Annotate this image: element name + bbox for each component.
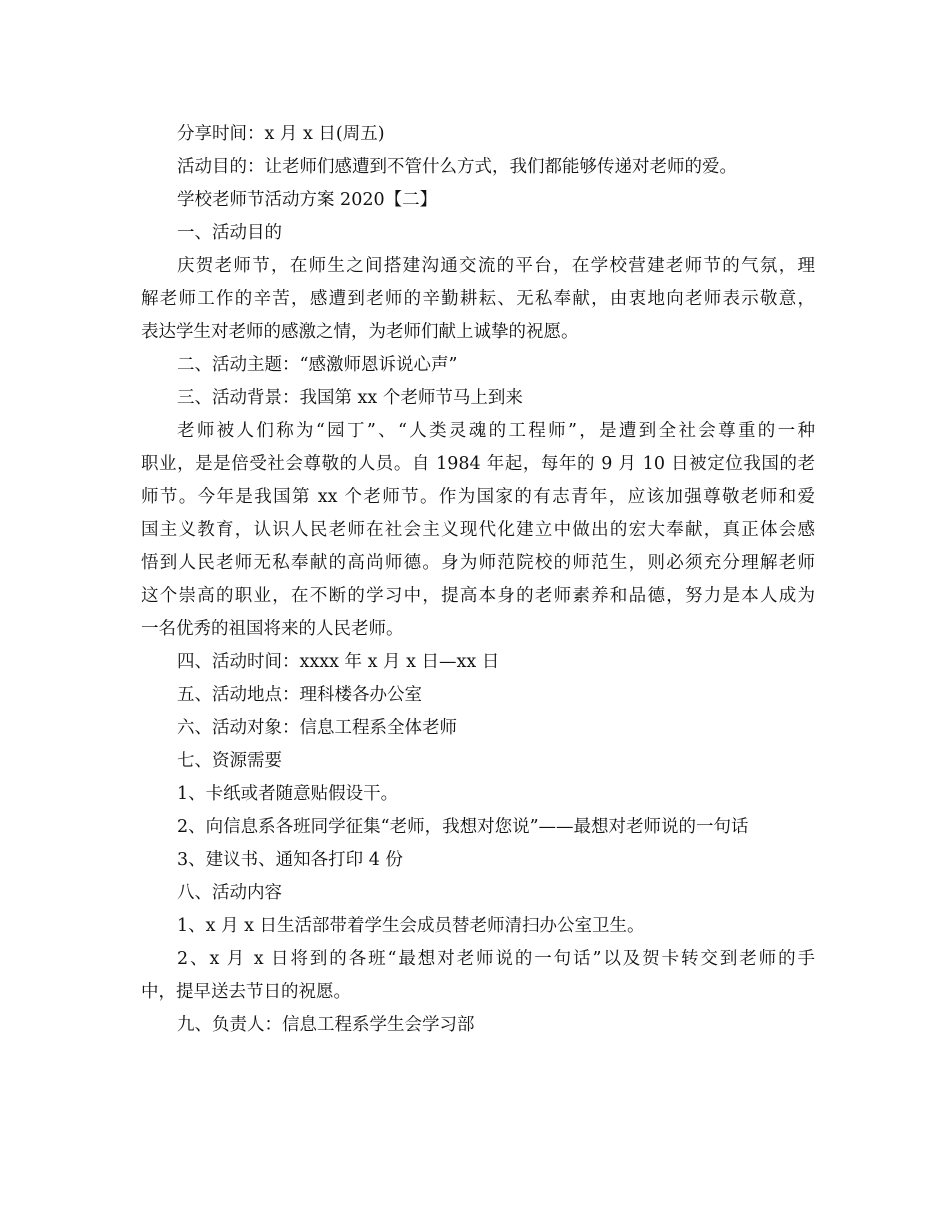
paragraph-line: 这个崇高的职业，在不断的学习中，提高本身的老师素养和品德，努力是本人成为 <box>141 586 815 606</box>
section-title: 学校老师节活动方案 2020【二】 <box>177 190 438 210</box>
list-item: 3、建议书、通知各打印 4 份 <box>177 850 403 870</box>
list-item: 1、x 月 x 日生活部带着学生会成员替老师清扫办公室卫生。 <box>177 916 645 936</box>
paragraph-line: 师节。今年是我国第 xx 个老师节。作为国家的有志青年，应该加强尊敬老师和爱 <box>141 487 815 507</box>
paragraph-line: 庆贺老师节，在师生之间搭建沟通交流的平台，在学校营建老师节的气氛，理 <box>177 256 815 276</box>
paragraph-line: 表达学生对老师的感激之情，为老师们献上诚挚的祝愿。 <box>141 322 579 342</box>
paragraph-line: 中，提早送去节日的祝愿。 <box>141 982 351 1002</box>
heading-activity-theme: 二、活动主题：“感激师恩诉说心声” <box>177 355 458 375</box>
heading-activity-background: 三、活动背景：我国第 xx 个老师节马上到来 <box>177 388 523 408</box>
activity-purpose-line: 活动目的：让老师们感遭到不管什么方式，我们都能够传递对老师的爱。 <box>177 157 737 177</box>
paragraph-line: 一名优秀的祖国将来的人民老师。 <box>141 619 404 639</box>
heading-activity-target: 六、活动对象：信息工程系全体老师 <box>177 718 457 738</box>
list-item: 2、x 月 x 日将到的各班“最想对老师说的一句话”以及贺卡转交到老师的手 <box>177 949 815 969</box>
paragraph-line: 国主义教育，认识人民老师在社会主义现代化建立中做出的宏大奉献，真正体会感 <box>141 520 815 540</box>
list-item: 2、向信息系各班同学征集“老师，我想对您说”——最想对老师说的一句话 <box>177 817 749 837</box>
list-item: 1、卡纸或者随意贴假设干。 <box>177 784 399 804</box>
paragraph-line: 老师被人们称为“园丁”、“人类灵魂的工程师”，是遭到全社会尊重的一种 <box>177 421 815 441</box>
paragraph-line: 职业，是是倍受社会尊敬的人员。自 1984 年起，每年的 9 月 10 日被定位我国的老 <box>141 454 815 474</box>
document-body <box>141 118 815 1042</box>
heading-activity-purpose: 一、活动目的 <box>177 223 282 243</box>
heading-person-in-charge: 九、负责人：信息工程系学生会学习部 <box>177 1015 475 1035</box>
heading-activity-time: 四、活动时间：xxxx 年 x 月 x 日—xx 日 <box>177 652 500 672</box>
heading-activity-content: 八、活动内容 <box>177 883 282 903</box>
heading-resources: 七、资源需要 <box>177 751 282 771</box>
share-time-line: 分享时间：x 月 x 日(周五) <box>177 124 385 144</box>
paragraph-line: 解老师工作的辛苦，感遭到老师的辛勤耕耘、无私奉献，由衷地向老师表示敬意， <box>141 289 815 309</box>
paragraph-line: 悟到人民老师无私奉献的高尚师德。身为师范院校的师范生，则必须充分理解老师 <box>141 553 815 573</box>
heading-activity-location: 五、活动地点：理科楼各办公室 <box>177 685 422 705</box>
